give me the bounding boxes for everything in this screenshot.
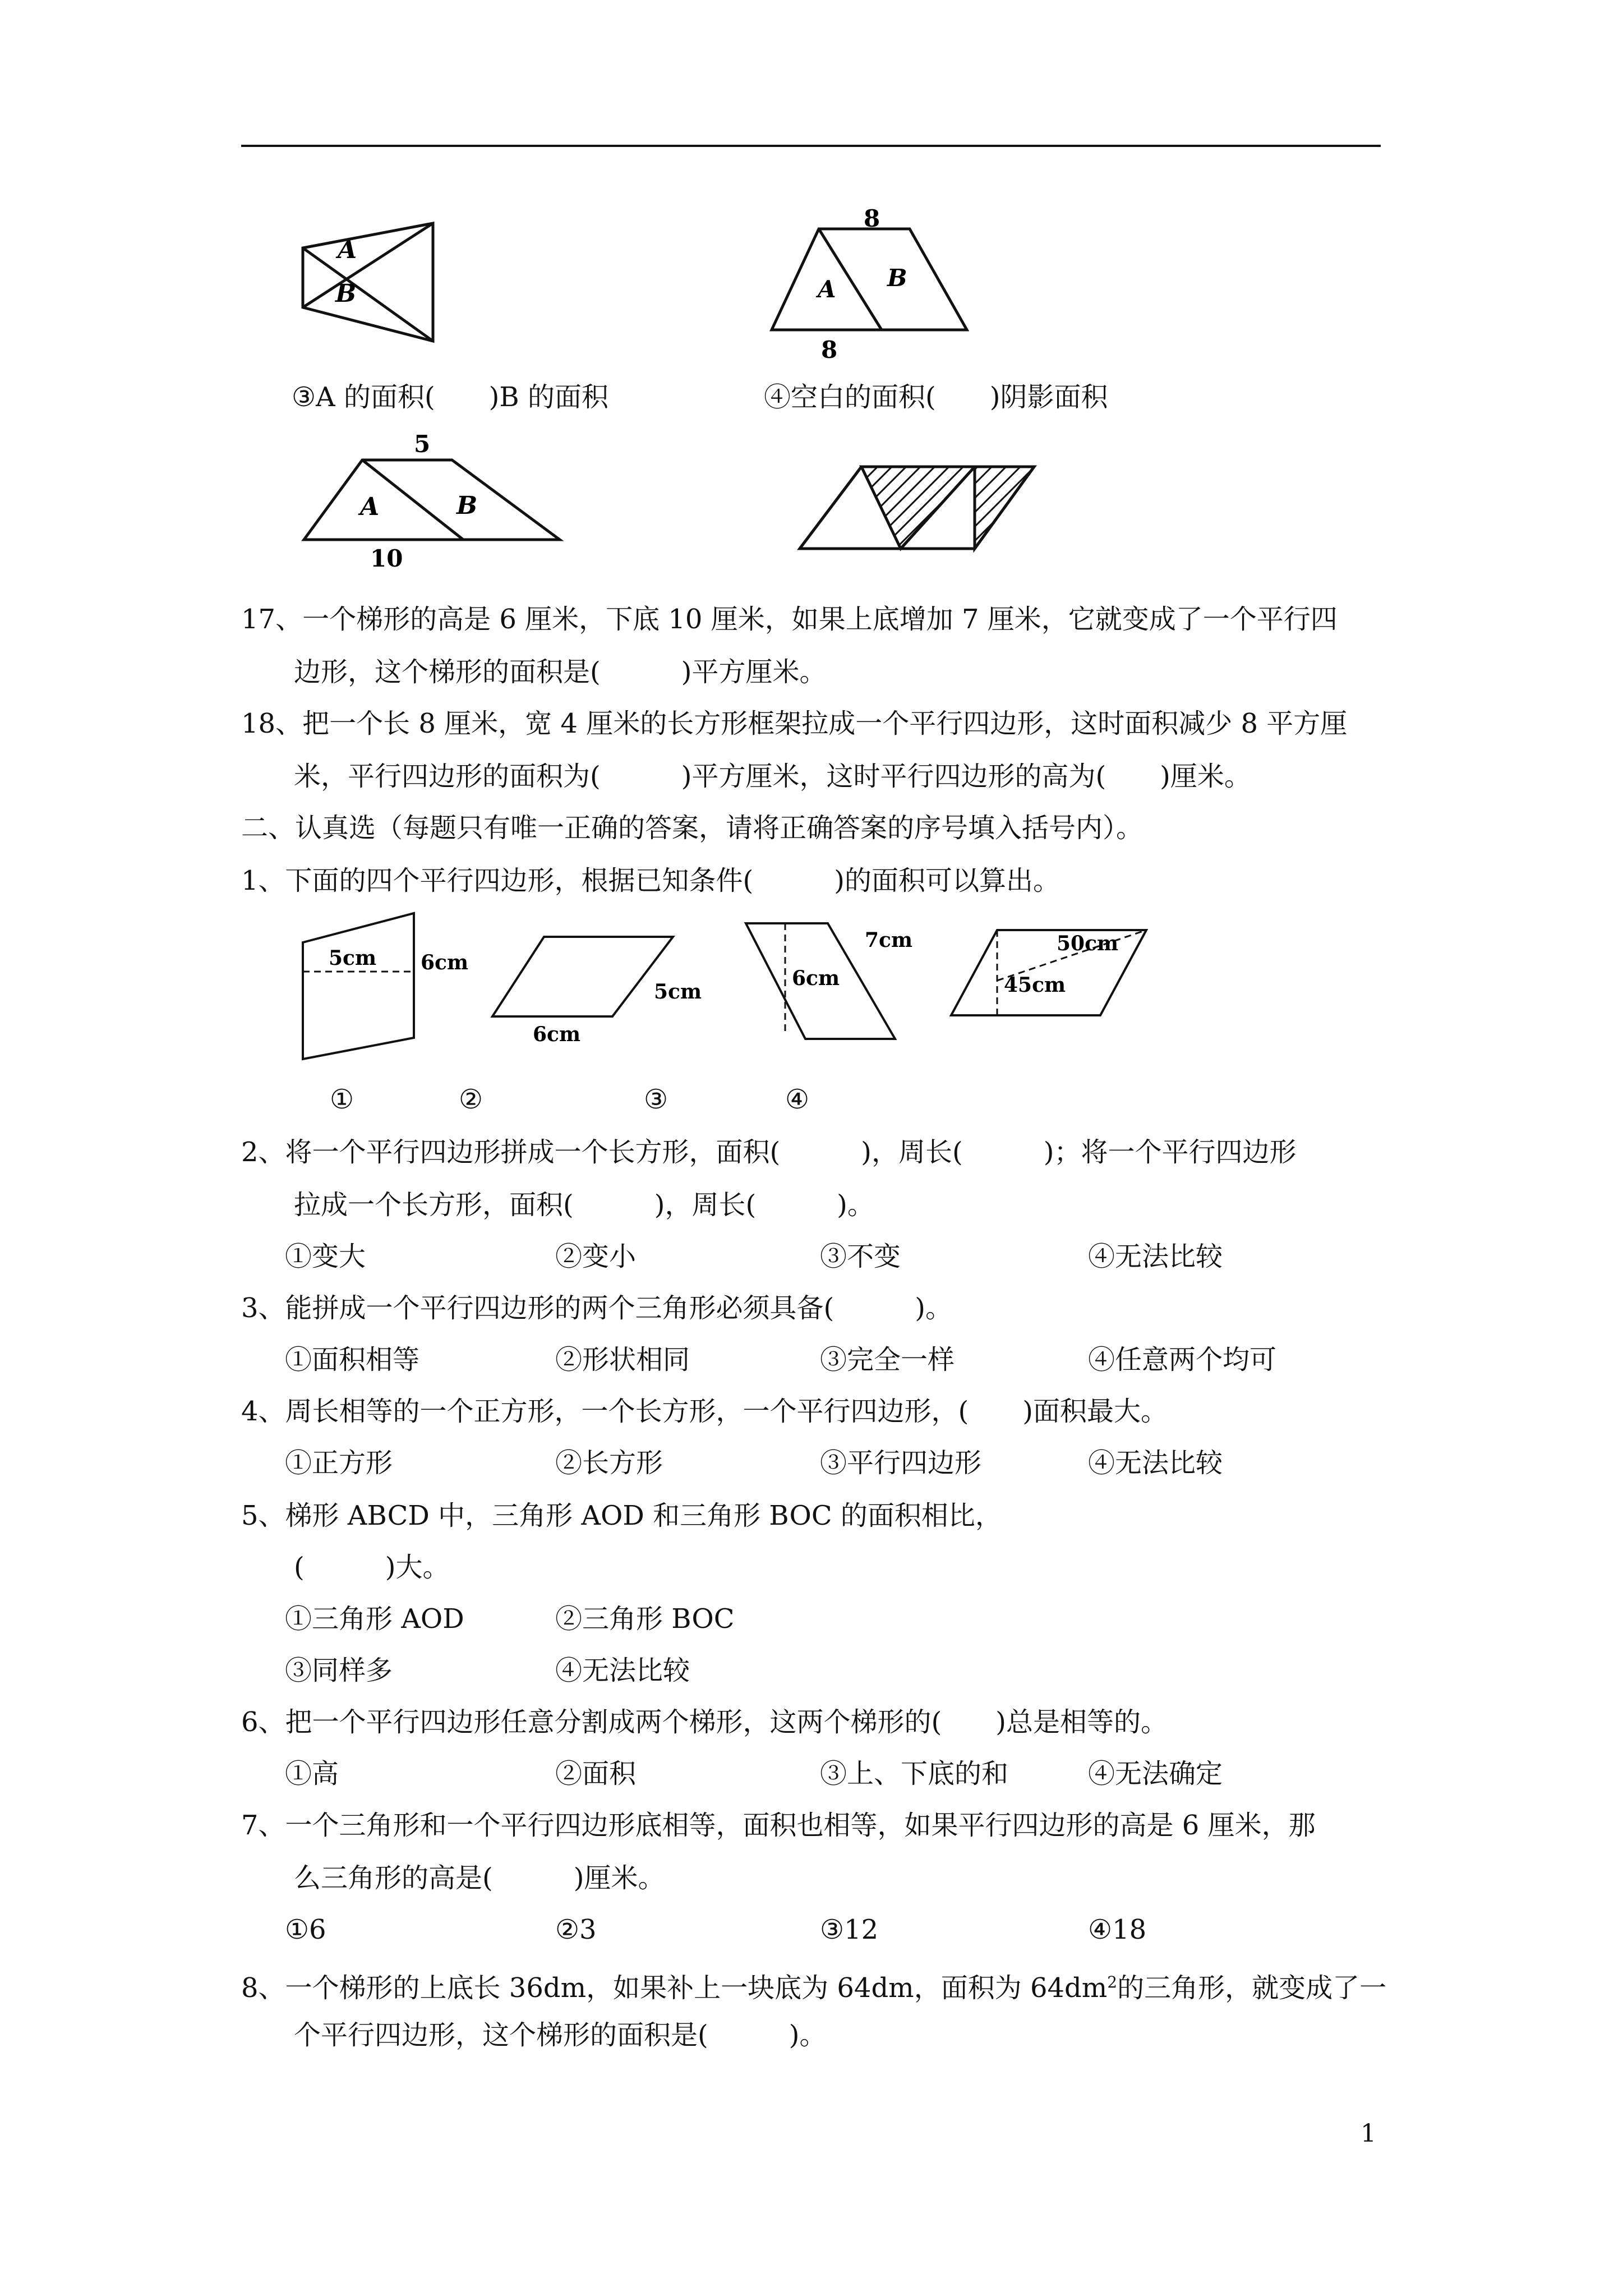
mc-q2-option-1: ①变大 <box>285 1241 366 1272</box>
figure-4-trapezoid-split <box>763 202 976 365</box>
mc1-parallelogram-3 <box>738 915 940 1050</box>
fig5-outline <box>304 460 560 540</box>
figure-3-trapezoid-diagonals <box>292 213 437 348</box>
fig5-label-b: B <box>457 491 478 520</box>
mc-q5-option-3: ③同样多 <box>285 1655 393 1686</box>
compare-4: ④空白的面积( )阴影面积 <box>764 381 1108 413</box>
mc-q4-line1: 4、周长相等的一个正方形，一个长方形，一个平行四边形，( )面积最大。 <box>241 1396 1168 1427</box>
mc-q7-option-4: ④18 <box>1088 1914 1147 1945</box>
mc-q8-line1-pre: 8、一个梯形的上底长 36dm，如果补上一块底为 64dm，面积为 64dm <box>241 1972 1108 2004</box>
mc-q8-line1 <box>241 1966 1386 2005</box>
mc-q6-option-1: ①高 <box>285 1758 339 1789</box>
fig4-label-bottom: 8 <box>821 336 838 364</box>
mc1-p3-label-inner: 6cm <box>792 967 840 990</box>
figure-6-shaded-triangles <box>796 461 1043 556</box>
q17-line2: 边形，这个梯形的面积是( )平方厘米。 <box>294 656 827 688</box>
mc1-parallelogram-1 <box>292 909 482 1066</box>
fig6-line-1 <box>800 467 861 549</box>
mc-q7-option-3: ③12 <box>820 1914 879 1945</box>
fig5-label-a: A <box>360 493 380 521</box>
mc-q4-option-3: ③平行四边形 <box>820 1447 982 1479</box>
mc1-p4-label-top: 50cm <box>1057 932 1119 955</box>
mc-q6-option-3: ③上、下底的和 <box>820 1758 1009 1789</box>
mc1-p2-label-side: 5cm <box>654 980 702 1004</box>
mc1-p1-outline <box>303 913 414 1059</box>
mc-q7-line2: 么三角形的高是( )厘米。 <box>294 1862 665 1894</box>
mc-q6-option-4: ④无法确定 <box>1088 1758 1223 1789</box>
page-number: 1 <box>1361 2119 1376 2148</box>
mc-q6-line1: 6、把一个平行四边形任意分割成两个梯形，这两个梯形的( )总是相等的。 <box>241 1706 1168 1738</box>
mc-q3-line1: 3、能拼成一个平行四边形的两个三角形必须具备( )。 <box>241 1292 952 1324</box>
mc-q3-option-3: ③完全一样 <box>820 1344 955 1375</box>
compare-3: ③A 的面积( )B 的面积 <box>292 381 608 413</box>
mc1-parallelogram-4 <box>946 922 1153 1029</box>
mc-q7-option-1: ①6 <box>285 1914 326 1945</box>
mc-q3-option-4: ④任意两个均可 <box>1088 1344 1277 1375</box>
mc-q8-line2: 个平行四边形，这个梯形的面积是( )。 <box>294 2019 827 2051</box>
fig4-label-a: A <box>818 275 836 303</box>
mc-q2-line1: 2、将一个平行四边形拼成一个长方形，面积( )，周长( )；将一个平行四边形 <box>241 1137 1297 1168</box>
mc-q2-line2: 拉成一个长方形，面积( )，周长( )。 <box>294 1189 874 1221</box>
mc1-num-1: ① <box>330 1084 354 1115</box>
mc1-p1-label-side: 6cm <box>421 951 469 974</box>
section-2-title: 二、认真选（每题只有唯一正确的答案，请将正确答案的序号填入括号内）。 <box>241 812 1144 844</box>
header-rule <box>241 145 1381 147</box>
mc-q7-option-2: ②3 <box>555 1914 597 1945</box>
fig4-label-top: 8 <box>864 205 880 232</box>
fig5-label-top: 5 <box>414 431 431 458</box>
mc1-p4-label-inner: 45cm <box>1004 973 1066 997</box>
mc1-num-3: ③ <box>644 1084 668 1115</box>
mc-q5-option-2: ②三角形 BOC <box>555 1603 735 1635</box>
mc-q5-line2: ( )大。 <box>294 1552 450 1583</box>
mc1-parallelogram-2 <box>482 931 718 1055</box>
fig4-outline <box>772 229 967 330</box>
mc1-num-4: ④ <box>785 1084 810 1115</box>
mc-q8-superscript: 2 <box>1107 1973 1118 1991</box>
mc-q8-line1-post: 的三角形，就变成了一 <box>1117 1972 1387 2004</box>
mc1-p3-label-side: 7cm <box>865 928 913 952</box>
q17-line1: 17、一个梯形的高是 6 厘米，下底 10 厘米，如果上底增加 7 厘米，它就变成了一个平行四 <box>241 604 1338 635</box>
figure-5-trapezoid-ab <box>292 431 566 577</box>
mc-q4-option-4: ④无法比较 <box>1088 1447 1223 1479</box>
q18-line1: 18、把一个长 8 厘米，宽 4 厘米的长方形框架拉成一个平行四边形，这时面积减少 8 平方厘 <box>241 708 1348 739</box>
mc-q7-line1: 7、一个三角形和一个平行四边形底相等，面积也相等，如果平行四边形的高是 6 厘米，那 <box>241 1810 1316 1841</box>
mc-q3-option-1: ①面积相等 <box>285 1344 420 1375</box>
fig4-label-b: B <box>887 264 907 292</box>
fig3-label-b: B <box>335 279 357 308</box>
fig5-label-bottom: 10 <box>370 545 403 572</box>
mc1-p2-label-base: 6cm <box>533 1023 581 1046</box>
fig3-outline <box>303 223 433 341</box>
mc-q4-option-2: ②长方形 <box>555 1447 663 1479</box>
mc1-num-2: ② <box>459 1084 483 1115</box>
mc-q5-line1: 5、梯形 ABCD 中，三角形 AOD 和三角形 BOC 的面积相比， <box>241 1500 1002 1531</box>
mc1-p1-label-inner: 5cm <box>329 946 377 970</box>
mc-q5-option-1: ①三角形 AOD <box>285 1603 464 1635</box>
mc-q3-option-2: ②形状相同 <box>555 1344 690 1375</box>
mc-q6-option-2: ②面积 <box>555 1758 637 1789</box>
fig3-label-a: A <box>338 236 357 264</box>
mc-q1-line1: 1、下面的四个平行四边形，根据已知条件( )的面积可以算出。 <box>241 865 1060 896</box>
fig6-shaded-left <box>861 467 975 549</box>
mc-q2-option-2: ②变小 <box>555 1241 637 1272</box>
mc-q2-option-3: ③不变 <box>820 1241 901 1272</box>
q18-line2: 米，平行四边形的面积为( )平方厘米，这时平行四边形的高为( )厘米。 <box>294 761 1251 792</box>
mc1-p2-outline <box>492 937 673 1016</box>
mc-q5-option-4: ④无法比较 <box>555 1655 690 1686</box>
mc-q4-option-1: ①正方形 <box>285 1447 393 1479</box>
mc-q2-option-4: ④无法比较 <box>1088 1241 1223 1272</box>
